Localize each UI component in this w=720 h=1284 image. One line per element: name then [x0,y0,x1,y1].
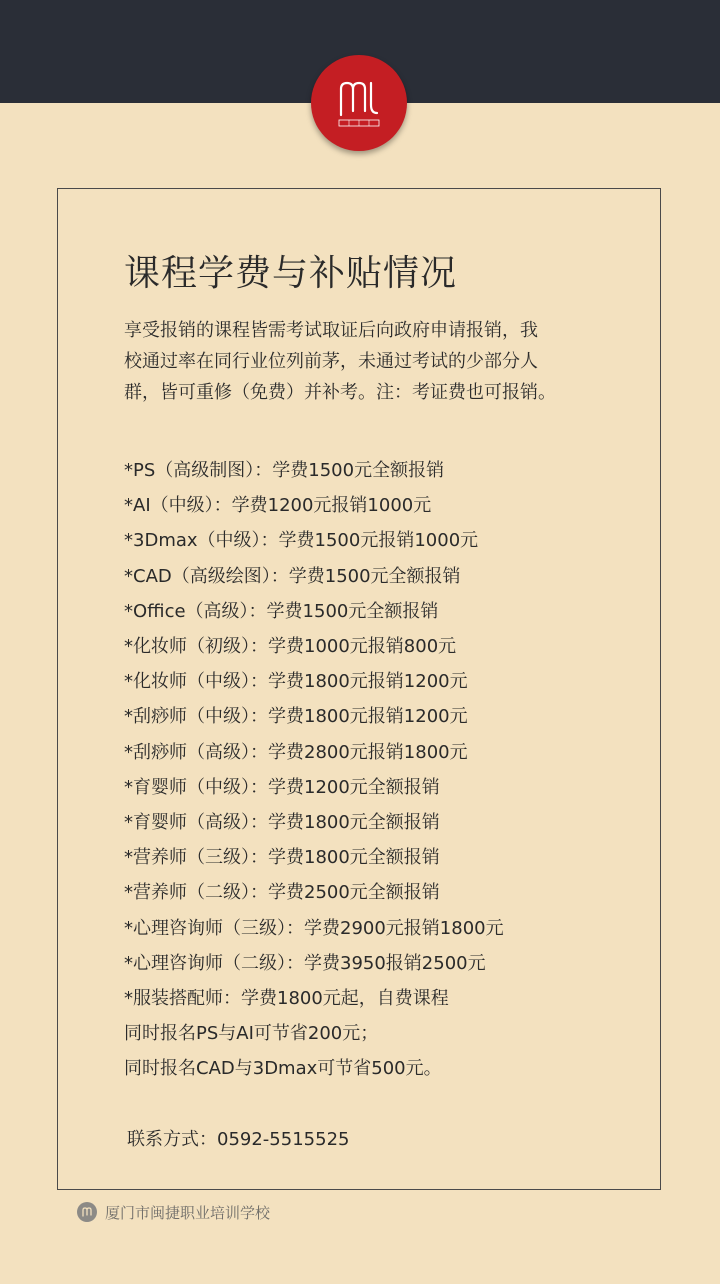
fee-item: *化妆师（初级）：学费1000元报销800元 [124,636,457,658]
intro-line: 群，皆可重修（免费）并补考。注：考证费也可报销。 [124,382,556,403]
fee-item: *营养师（二级）：学费2500元全额报销 [124,882,440,904]
mj-logo-icon [311,55,407,151]
intro-line: 校通过率在同行业位列前茅，未通过考试的少部分人 [124,351,538,372]
fee-item: *育婴师（高级）：学费1800元全额报销 [124,812,440,834]
fee-item: *刮痧师（中级）：学费1800元报销1200元 [124,706,468,728]
fee-list [124,453,504,1087]
fee-item: *心理咨询师（二级）：学费3950报销2500元 [124,952,486,974]
intro-line: 享受报销的课程皆需考试取证后向政府申请报销，我 [124,320,538,341]
fee-item: *Office（高级）：学费1500元全额报销 [124,600,439,622]
intro-paragraph [124,315,624,408]
fee-item: *心理咨询师（三级）：学费2900元报销1800元 [124,917,504,939]
discount-note: 同时报名PS与AI可节省200元； [124,1023,379,1045]
fee-item: *刮痧师（高级）：学费2800元报销1800元 [124,741,468,763]
discount-note: 同时报名CAD与3Dmax可节省500元。 [124,1058,442,1080]
fee-item: *PS（高级制图）：学费1500元全额报销 [124,460,445,481]
fee-item: *AI（中级）：学费1200元报销1000元 [124,495,432,517]
school-logo-icon [77,1202,97,1222]
contact-info: 联系方式：0592-5515525 [127,1129,350,1150]
fee-item: *CAD（高级绘图）：学费1500元全额报销 [124,565,461,587]
fee-item: *化妆师（中级）：学费1800元报销1200元 [124,671,468,693]
fee-item: *服装搭配师：学费1800元起，自费课程 [124,988,449,1010]
page-title: 课程学费与补贴情况 [124,253,458,294]
footer [77,1200,270,1224]
school-name: 厦门市闽捷职业培训学校 [105,1203,271,1222]
fee-item: *3Dmax（中级）：学费1500元报销1000元 [124,530,479,552]
fee-item: *营养师（三级）：学费1800元全额报销 [124,847,440,869]
fee-item: *育婴师（中级）：学费1200元全额报销 [124,776,440,798]
